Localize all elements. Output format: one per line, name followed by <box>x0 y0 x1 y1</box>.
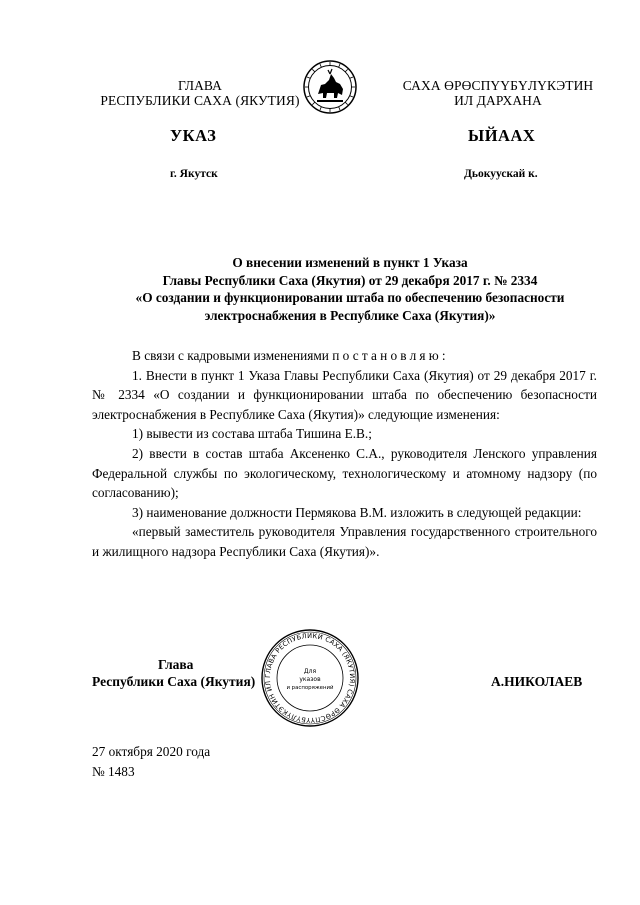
signature-position-line2: Республики Саха (Якутия) <box>92 674 256 689</box>
title-line-1: О внесении изменений в пункт 1 Указа <box>232 255 468 270</box>
signature-name: А.НИКОЛАЕВ <box>491 674 583 689</box>
stamp-center-line1: Для <box>303 668 317 675</box>
footer-date: 27 октября 2020 года <box>92 744 211 759</box>
document-title <box>60 254 640 324</box>
title-line-3: «О создании и функционировании штаба по обеспечению безопасности <box>135 290 565 305</box>
intro-keyword: постановляю: <box>332 348 449 363</box>
document-body <box>92 346 597 562</box>
header-left <box>80 78 320 108</box>
header-left-line1: ГЛАВА <box>177 78 223 93</box>
paragraph-4: 3) наименование должности Пермякова В.М. изложить в следующей редакции: <box>132 504 582 520</box>
paragraph-3: 2) ввести в состав штаба Аксененко С.А., руководителя Ленского управления Федеральной службы по экологическому, технологическому и атомному надзору (по согласованию); <box>92 445 597 501</box>
title-line-4: электроснабжения в Республике Саха (Якутия)» <box>204 307 496 323</box>
coat-of-arms-emblem <box>303 60 357 114</box>
city-right: Дьокуускай к. <box>464 168 538 180</box>
intro-paragraph <box>92 346 597 366</box>
signature-position <box>92 656 292 690</box>
doc-type-right: ЫЙААХ <box>468 126 536 145</box>
coat-of-arms-icon <box>303 60 357 114</box>
stamp-ring-text: ГЛАВА РЕСПУБЛИКИ САХА (ЯКУТИЯ) САХА ӨРӨСПҮҮБҮЛҮКЭТИН ИЛ <box>263 631 357 725</box>
signature-position-line1: Глава <box>158 657 194 672</box>
paragraph-1: 1. Внести в пункт 1 Указа Главы Республики Саха (Якутия) от 29 декабря 2017 г. № 2334 «О создании и функционировании штаба по обеспечению безопасности электроснабжения в Республике Саха (Якутия)» следующие изменения: <box>92 367 597 422</box>
header-right <box>378 78 618 108</box>
city-left: г. Якутск <box>170 168 218 180</box>
header-left-line2: РЕСПУБЛИКИ САХА (ЯКУТИЯ) <box>100 93 300 108</box>
stamp-center-line3: и распоряжений <box>286 685 334 691</box>
intro-text: В связи с кадровыми изменениями <box>132 348 333 363</box>
footer-number: № 1483 <box>92 763 135 779</box>
doc-type-left: УКАЗ <box>170 126 217 145</box>
header-right-line1: САХА ӨРӨСПҮҮБҮЛҮКЭТИН <box>402 78 594 93</box>
header-right-line2: ИЛ ДАРХАНА <box>454 93 542 108</box>
document-footer <box>92 742 210 781</box>
paragraph-5: «первый заместитель руководителя Управления государственного строительного и жилищного надзора Республики Саха (Якутия)». <box>92 524 597 559</box>
title-line-2: Главы Республики Саха (Якутия) от 29 декабря 2017 г. № 2334 <box>162 272 538 288</box>
stamp-center-line2: указов <box>299 676 321 683</box>
paragraph-2: 1) вывести из состава штаба Тишина Е.В.; <box>132 426 372 442</box>
